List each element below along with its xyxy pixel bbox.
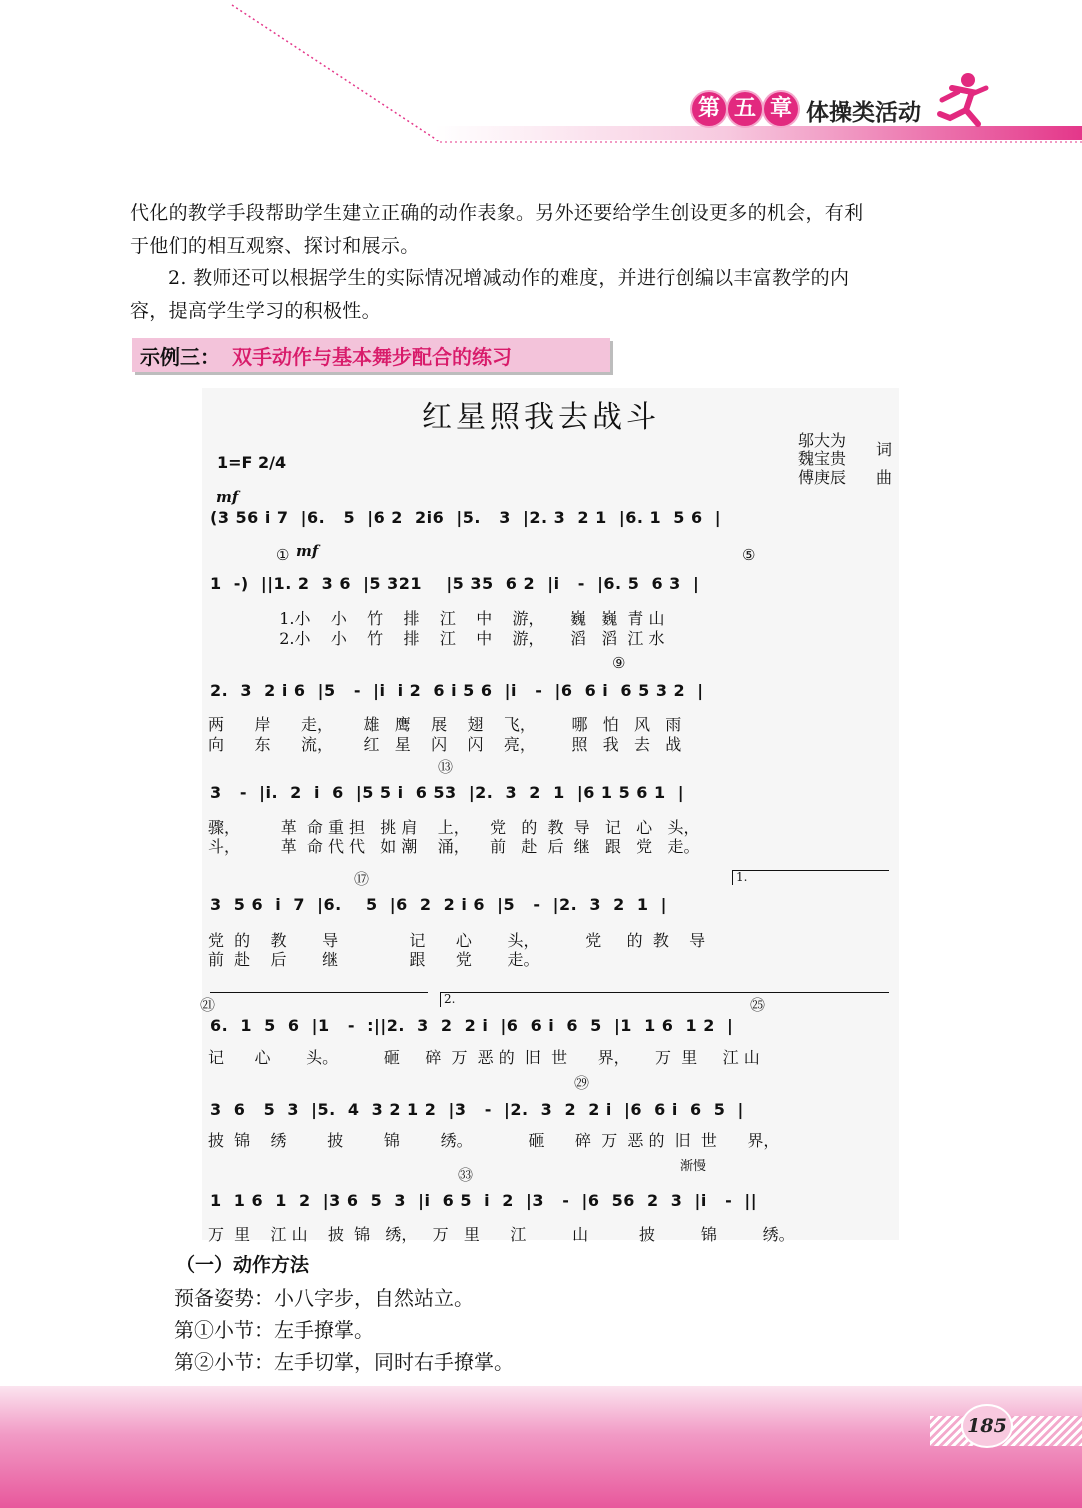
- measure-marker-33: ㉝: [458, 1166, 474, 1184]
- measure-marker-29: ㉙: [574, 1074, 590, 1092]
- example-title: 双手动作与基本舞步配合的练习: [232, 345, 512, 369]
- paragraph-1-line-2: 于他们的相互观察、探讨和展示。: [130, 235, 420, 257]
- dynamic-mf-1: mf: [216, 488, 239, 506]
- prep-position-text: 预备姿势：小八字步，自然站立。: [174, 1286, 474, 1310]
- song-title: 红星照我去战斗: [422, 400, 660, 435]
- ritardando-mark: 渐慢: [680, 1159, 707, 1174]
- lyric-label: 词: [876, 440, 893, 459]
- composer: 傅庚辰: [798, 468, 847, 487]
- measure-2-instruction: 第②小节：左手切掌，同时右手撩掌。: [174, 1350, 514, 1374]
- measure-marker-17: ⑰: [354, 870, 370, 888]
- lyric-row-7: 披 锦 绣 披 锦 绣。 砸 碎 万 恶 的 旧 世 界，: [208, 1131, 780, 1150]
- measure-marker-5: ⑤: [742, 546, 756, 564]
- measure-marker-13: ⑬: [438, 758, 454, 776]
- volta-1-label: 1.: [736, 870, 748, 884]
- page-number: 185: [961, 1404, 1013, 1448]
- lyric-row-5-verse-2: 前 赴 后 继 跟 党 走。: [208, 950, 540, 969]
- example-prefix: 示例三：: [140, 345, 220, 369]
- volta-1-continuation: [210, 992, 428, 1007]
- lyricist-1: 邬大为: [798, 431, 847, 450]
- lyric-row-2-verse-1: 1.小 小 竹 排 江 中 游， 巍 巍 青 山: [208, 609, 665, 628]
- dynamic-mf-2: mf: [296, 542, 319, 560]
- notation-row-8: 1 1 6 1 2 |3 6 5 3 |i 6 5 i 2 |3 - |6 56 2 3 |i - ||: [210, 1191, 758, 1210]
- notation-row-6: 6. 1 5 6 |1 - :||2. 3 2 2 i |6 6 i 6 5 |1 1 6 1 2 |: [210, 1016, 734, 1035]
- paragraph-2-line-1: 2. 教师还可以根据学生的实际情况增减动作的难度，并进行创编以丰富教学的内: [168, 267, 850, 289]
- runner-icon: [928, 70, 992, 134]
- measure-marker-9: ⑨: [612, 654, 626, 672]
- notation-row-3: 2. 3 2 i 6 |5 - |i i 2 6 i 5 6 |i - |6 6 i 6 5 3 2 |: [210, 681, 704, 700]
- chapter-char-3: 章: [764, 92, 798, 126]
- lyric-row-3-verse-1: 两 岸 走， 雄 鹰 展 翅 飞， 哪 怕 风 雨: [208, 715, 682, 734]
- notation-row-5: 3 5 6 i 7 |6. 5 |6 2 2 i 6 |5 - |2. 3 2 1 |: [210, 895, 668, 914]
- volta-2-label: 2.: [444, 992, 456, 1006]
- composer-label: 曲: [876, 468, 893, 487]
- measure-marker-25: ㉕: [750, 996, 766, 1014]
- chapter-char-2: 五: [728, 92, 762, 126]
- notation-row-2: 1 -) ||1. 2 3 6 |5 321 |5 35 6 2 |i - |6. 5 6 3 |: [210, 574, 700, 593]
- key-signature: 1=F 2/4: [217, 453, 287, 472]
- lyric-row-8: 万 里 江 山 披 锦 绣， 万 里 江 山 披 锦 绣。: [208, 1225, 795, 1244]
- section-heading: （一）动作方法: [176, 1254, 310, 1276]
- paragraph-1-line-1: 代化的教学手段帮助学生建立正确的动作表象。另外还要给学生创设更多的机会，有利: [130, 202, 864, 224]
- measure-marker-21: ㉑: [200, 996, 216, 1014]
- lyric-row-2-verse-2: 2.小 小 竹 排 江 中 游， 滔 滔 江 水: [208, 629, 665, 648]
- measure-marker-1: ①: [276, 546, 290, 564]
- chapter-title: 体操类活动: [806, 100, 921, 126]
- lyric-row-5-verse-1: 党 的 教 导 记 心 头， 党 的 教 导: [208, 931, 706, 950]
- lyric-row-3-verse-2: 向 东 流， 红 星 闪 闪 亮， 照 我 去 战: [208, 735, 682, 754]
- lyric-row-4-verse-2: 斗， 革 命 代 代 如 潮 涌， 前 赴 后 继 跟 党 走。: [208, 837, 700, 856]
- notation-row-7: 3 6 5 3 |5. 4 3 2 1 2 |3 - |2. 3 2 2 i |6 6 i 6 5 |: [210, 1100, 744, 1119]
- volta-2-bracket: [440, 992, 889, 1007]
- lyric-row-6: 记 心 头。 砸 碎 万 恶 的 旧 世 界， 万 里 江 山: [208, 1048, 760, 1067]
- paragraph-2-line-2: 容，提高学生学习的积极性。: [130, 300, 381, 322]
- footer-band: [0, 1386, 1082, 1508]
- chapter-char-1: 第: [692, 92, 726, 126]
- lyricist-2: 魏宝贵: [798, 449, 847, 468]
- lyric-row-4-verse-1: 骤， 革 命 重 担 挑 肩 上， 党 的 教 导 记 心 头，: [208, 818, 700, 837]
- volta-1-bracket: [732, 870, 889, 885]
- notation-row-4: 3 - |i. 2 i 6 |5 5 i 6 53 |2. 3 2 1 |6 1 5 6 1 |: [210, 783, 685, 802]
- measure-1-instruction: 第①小节：左手撩掌。: [174, 1318, 374, 1342]
- notation-row-1: (3 56 i 7 |6. 5 |6 2 2i6 |5. 3 |2. 3 2 1 |6. 1 5 6 |: [210, 508, 722, 527]
